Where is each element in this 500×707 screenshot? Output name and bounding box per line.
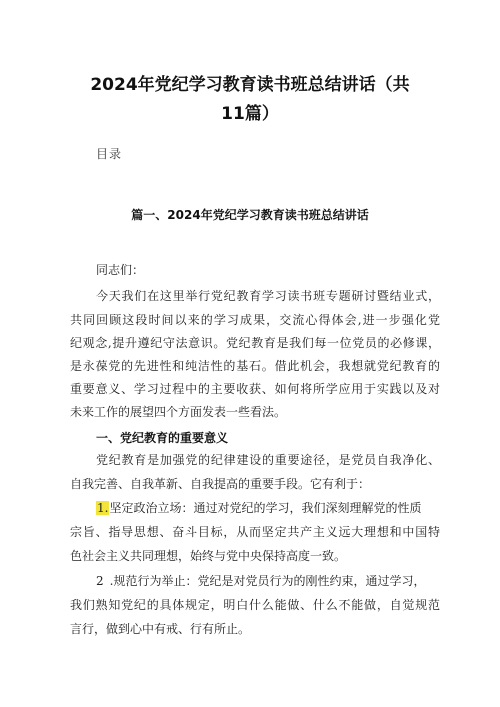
item2-line-3: 言行，做到心中有戒、行有所止。	[70, 622, 251, 636]
para2-line-2: 自我完善、自我革新、自我提高的重要手段。它有利于：	[70, 477, 371, 491]
intro-line-5: 重要意义、学习过程中的主要收获、如何将所学应用于实践以及对	[70, 382, 440, 396]
table-of-contents-label: 目录	[96, 147, 123, 161]
intro-line-1: 今天我们在这里举行党纪教育学习读书班专题研讨暨结业式，	[96, 289, 440, 303]
item2-text: .规范行为举止：党纪是对党员行为的刚性约束，通过学习，	[109, 574, 426, 588]
item2-line-2: 我们熟知党纪的具体规定，明白什么能做、什么不能做，自觉规范	[70, 598, 440, 612]
section-title: 篇一、2024年党纪学习教育读书班总结讲话	[131, 208, 369, 222]
item2-line-1	[96, 573, 440, 589]
item1-text: 坚定政治立场：通过对党纪的学习，我们深刻理解党的性质	[109, 501, 422, 515]
item1-number-highlight: 1.	[97, 501, 109, 515]
intro-line-2: 共同回顾这段时间以来的学习成果，交流心得体会,进一步强化党	[70, 313, 440, 327]
document-title-line-1: 2024年党纪学习教育读书班总结讲话（共	[90, 75, 410, 95]
intro-line-4: 是永葆党的先进性和纯洁性的基石。借此机会，我想就党纪教育的	[70, 359, 440, 373]
item2-number: 2	[96, 574, 104, 588]
item1-line-1	[96, 500, 440, 516]
item1-line-3: 色社会主义共同理想，始终与党中央保持高度一致。	[70, 549, 347, 563]
document-title-line-2: 11篇）	[221, 104, 279, 124]
intro-line-6: 未来工作的展望四个方面发表一些看法。	[70, 405, 287, 419]
salutation: 同志们：	[96, 263, 145, 277]
para2-line-1: 党纪教育是加强党的纪律建设的重要途径，是党员自我净化、	[96, 453, 440, 467]
heading-importance: 一、党纪教育的重要意义	[96, 431, 229, 445]
item1-line-2: 宗旨、指导思想、奋斗目标，从而坚定共产主义远大理想和中国特	[70, 525, 440, 539]
intro-line-3: 纪观念,提升遵纪守法意识。党纪教育是我们每一位党员的必修课，	[70, 336, 440, 350]
